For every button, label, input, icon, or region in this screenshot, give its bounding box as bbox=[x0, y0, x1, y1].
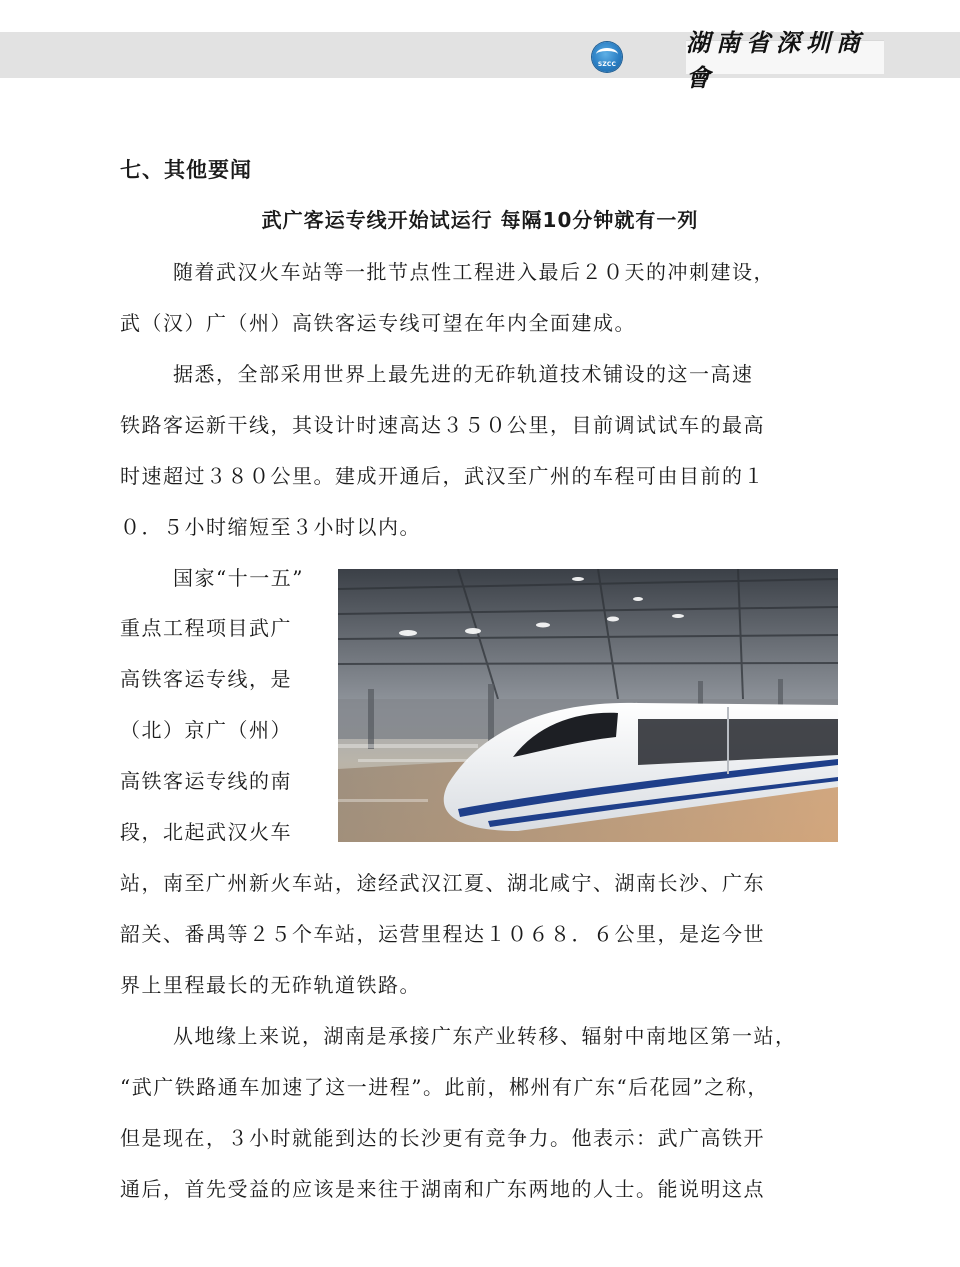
logo-swoosh-icon bbox=[596, 48, 618, 61]
paragraph-line: 韶关、番禺等２５个车站，运营里程达１０６８．６公里，是迄今世 bbox=[120, 922, 765, 946]
paragraph-line: 高铁客运专线，是 bbox=[120, 667, 292, 691]
paragraph-line: 铁路客运新干线，其设计时速高达３５０公里，目前调试试车的最高 bbox=[120, 413, 765, 437]
logo-text: SZCC bbox=[597, 61, 617, 68]
article-title: 武广客运专线开始试运行 每隔10分钟就有一列 bbox=[261, 208, 699, 232]
paragraph-line: 界上里程最长的无砟轨道铁路。 bbox=[120, 973, 421, 997]
paragraph-line: （北）京广（州） bbox=[120, 718, 292, 742]
paragraph-line: 高铁客运专线的南 bbox=[120, 769, 292, 793]
paragraph-line: 从地缘上来说，湖南是承接广东产业转移、辐射中南地区第一站， bbox=[173, 1024, 797, 1048]
paragraph-line: 但是现在，３小时就能到达的长沙更有竞争力。他表示：武广高铁开 bbox=[120, 1126, 765, 1150]
paragraph-line: 国家“十一五” bbox=[173, 566, 304, 590]
paragraph-line: 重点工程项目武广 bbox=[120, 616, 292, 640]
paragraph-line: “武广铁路通车加速了这一进程”。此前，郴州有广东“后花园”之称， bbox=[120, 1075, 769, 1099]
section-title: 七、其他要闻 bbox=[120, 158, 252, 182]
paragraph-line: ０．５小时缩短至３小时以内。 bbox=[120, 515, 421, 539]
chamber-logo bbox=[592, 42, 622, 72]
org-name: 湖南省深圳商會 bbox=[686, 40, 884, 74]
paragraph-line: 通后，首先受益的应该是来往于湖南和广东两地的人士。能说明这点 bbox=[120, 1177, 765, 1201]
paragraph-line: 随着武汉火车站等一批节点性工程进入最后２０天的冲刺建设， bbox=[173, 260, 775, 284]
paragraph-line: 段，北起武汉火车 bbox=[120, 820, 292, 844]
paragraph-line: 站，南至广州新火车站，途经武汉江夏、湖北咸宁、湖南长沙、广东 bbox=[120, 871, 765, 895]
paragraph-line: 武（汉）广（州）高铁客运专线可望在年内全面建成。 bbox=[120, 311, 636, 335]
paragraph-line: 时速超过３８０公里。建成开通后，武汉至广州的车程可由目前的１ bbox=[120, 464, 765, 488]
train-photo-illustration bbox=[338, 569, 838, 842]
paragraph-line: 据悉，全部采用世界上最先进的无砟轨道技术铺设的这一高速 bbox=[173, 362, 754, 386]
high-speed-train-photo bbox=[338, 569, 838, 842]
